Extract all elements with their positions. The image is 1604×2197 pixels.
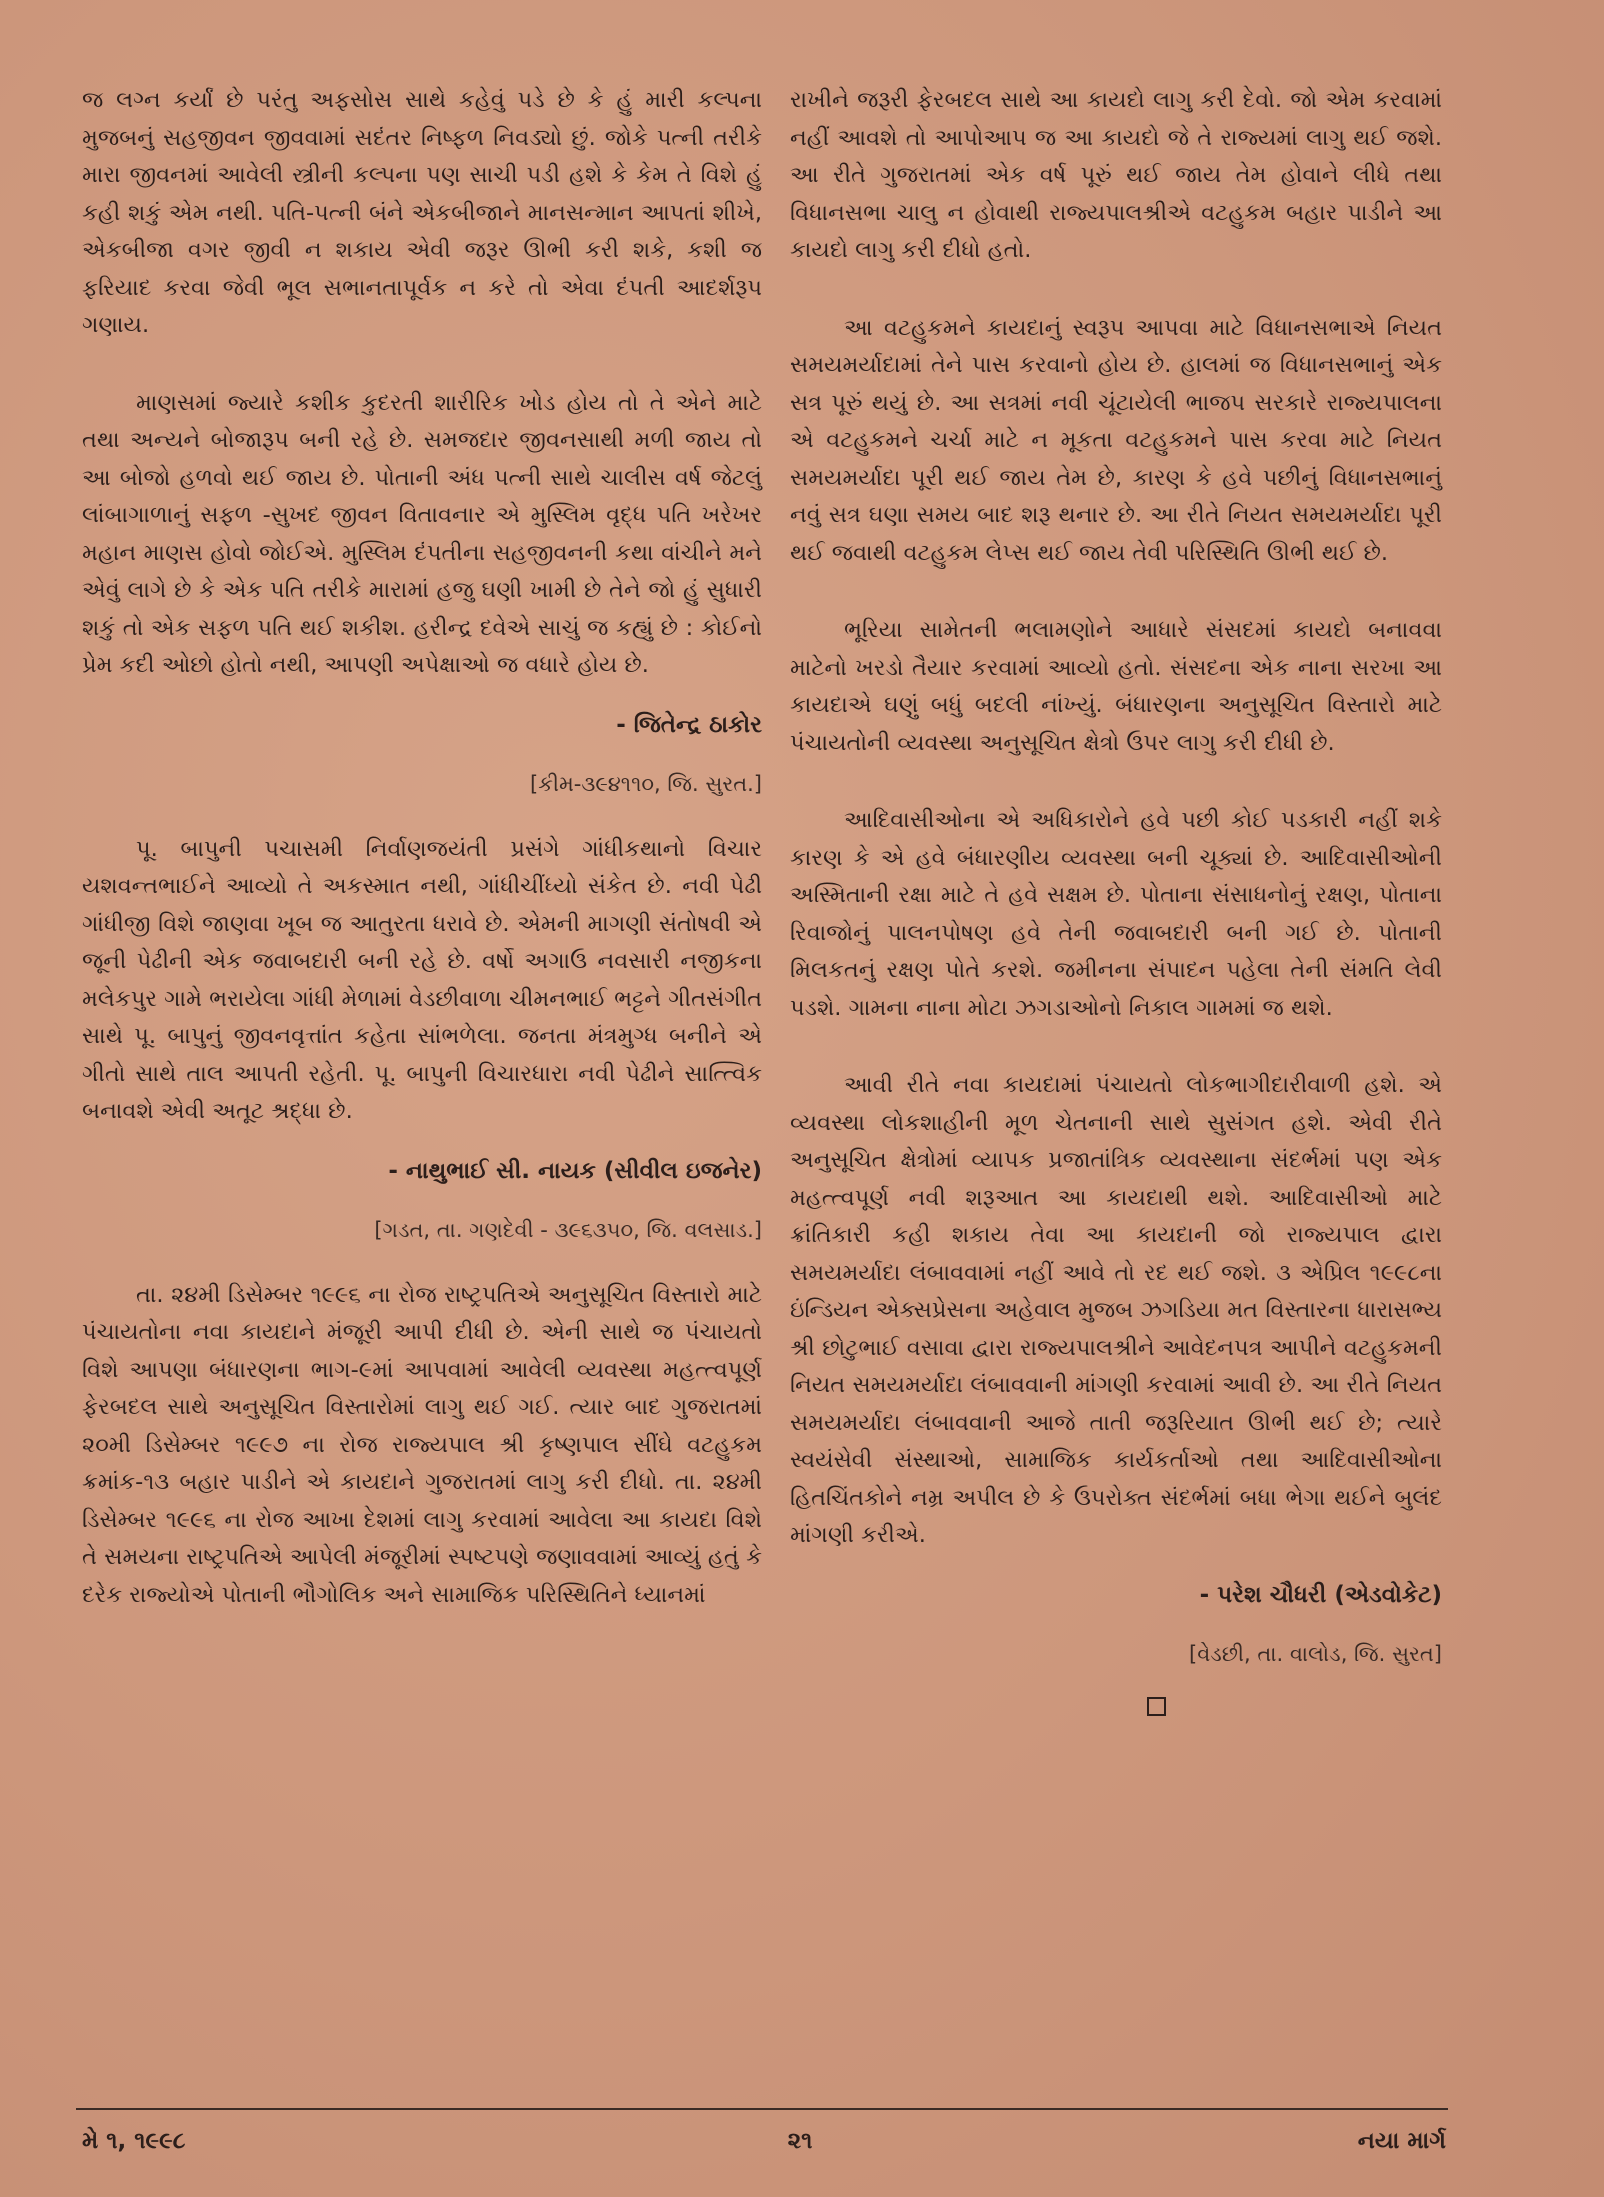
paragraph: માણસમાં જ્યારે કશીક કુદરતી શારીરિક ખોડ હોય તો તે એને માટે તથા અન્યને બોજારૂપ બની રહે છે. સમજદાર જીવનસાથી મળી જાય તો આ બોજો હળવો થઈ જાય છે. પોતાની અંધ પત્ની સાથે ચાલીસ વર્ષ જેટલું લાંબાગાળાનું સફળ -સુખદ જીવન વિતાવનાર એ મુસ્લિમ વૃદ્ધ પતિ ખરેખર મહાન માણસ હોવો જોઈએ. મુસ્લિમ દંપતીના સહજીવનની કથા વાંચીને મને એવું લાગે છે કે એક પતિ તરીકે મારામાં હજુ ઘણી ખામી છે તેને જો હું સુધારી શકું તો એક સફળ પતિ થઈ શકીશ. હરીન્દ્ર દવેએ સાચું જ કહ્યું છે : કોઈનો પ્રેમ કદી ઓછો હોતો નથી, આપણી અપેક્ષાઓ જ વધારે હોય છે. <box>82 389 762 678</box>
paragraph: આ વટહુકમને કાયદાનું સ્વરૂપ આપવા માટે વિધાનસભાએ નિયત સમયમર્યાદામાં તેને પાસ કરવાનો હોય છે. હાલમાં જ વિધાનસભાનું એક સત્ર પૂરું થયું છે. આ સત્રમાં નવી ચૂંટાયેલી ભાજપ સરકારે રાજ્યપાલના એ વટહુકમને ચર્ચા માટે ન મૂકતા વટહુકમને પાસ કરવા માટે નિયત સમયમર્યાદા પૂરી થઈ જાય તેમ છે, કારણ કે હવે પછીનું વિધાનસભાનું નવું સત્ર ઘણા સમય બાદ શરૂ થનાર છે. આ રીતે નિયત સમયમર્યાદા પૂરી થઈ જવાથી વટહુકમ લેપ્સ થઈ જાય તેવી પરિસ્થિતિ ઊભી થઈ છે. <box>790 314 1442 566</box>
end-mark-icon <box>1147 1697 1166 1716</box>
footer-rule <box>76 2108 1448 2110</box>
author-signature: - નાથુભાઈ સી. નાયક (સીવીલ ઇજનેર) <box>388 1157 762 1184</box>
right-column <box>790 82 1442 1716</box>
paragraph: આવી રીતે નવા કાયદામાં પંચાયતો લોકભાગીદારીવાળી હશે. એ વ્યવસ્થા લોકશાહીની મૂળ ચેતનાની સાથે સુસંગત હશે. એવી રીતે અનુસૂચિત ક્ષેત્રોમાં વ્યાપક પ્રજાતાંત્રિક વ્યવસ્થાના સંદર્ભમાં પણ એક મહત્ત્વપૂર્ણ નવી શરૂઆત આ કાયદાથી થશે. આદિવાસીઓ માટે ક્રાંતિકારી કહી શકાય તેવા આ કાયદાની જો રાજ્યપાલ દ્વારા સમયમર્યાદા લંબાવવામાં નહીં આવે તો રદ થઈ જશે. ૩ એપ્રિલ ૧૯૯૮ના ઇંન્ડિયન એક્સપ્રેસના અહેવાલ મુજબ ઝગડિયા મત વિસ્તારના ધારાસભ્ય શ્રી છોટુભાઈ વસાવા દ્વારા રાજ્યપાલશ્રીને આવેદનપત્ર આપીને વટહુકમની નિયત સમયમર્યાદા લંબાવવાની માંગણી કરવામાં આવી છે. આ રીતે નિયત સમયમર્યાદા લંબાવવાની આજે તાતી જરૂરિયાત ઊભી થઈ છે; ત્યારે સ્વયંસેવી સંસ્થાઓ, સામાજિક કાર્યકર્તાઓ તથા આદિવાસીઓના હિતચિંતકોને નમ્ર અપીલ છે કે ઉપરોક્ત સંદર્ભમાં બધા ભેગા થઈને બુલંદ માંગણી કરીએ. <box>790 1072 1442 1548</box>
paragraph: જ લગ્ન કર્યાં છે પરંતુ અફસોસ સાથે કહેવું પડે છે કે હું મારી કલ્પના મુજબનું સહજીવન જીવવામાં સદંતર નિષ્ફળ નિવડ્યો છું. જોકે પત્ની તરીકે મારા જીવનમાં આવેલી સ્ત્રીની કલ્પના પણ સાચી પડી હશે કે કેમ તે વિશે હું કહી શકું એમ નથી. પતિ-પત્ની બંને એકબીજાને માનસન્માન આપતાં શીખે, એકબીજા વગર જીવી ન શકાય એવી જરૂર ઊભી કરી શકે, કશી જ ફરિયાદ કરવા જેવી ભૂલ સભાનતાપૂર્વક ન કરે તો એવા દંપતી આદર્શરૂપ ગણાય. <box>82 87 762 338</box>
paragraph: પૂ. બાપુની પચાસમી નિર્વાણજયંતી પ્રસંગે ગાંધીકથાનો વિચાર યશવન્તભાઈને આવ્યો તે અકસ્માત નથી, ગાંધીચીંધ્યો સંકેત છે. નવી પેઢી ગાંધીજી વિશે જાણવા ખૂબ જ આતુરતા ધરાવે છે. એમની માગણી સંતોષવી એ જૂની પેઢીની એક જવાબદારી બની રહે છે. વર્ષો અગાઉ નવસારી નજીકના મલેકપુર ગામે ભરાયેલા ગાંધી મેળામાં વેડછીવાળા ચીમનભાઈ ભટ્ટને ગીતસંગીત સાથે પૂ. બાપુનું જીવનવૃત્તાંત કહેતા સાંભળેલા. જનતા મંત્રમુગ્ધ બનીને એ ગીતો સાથે તાલ આપતી રહેતી. પૂ. બાપુની વિચારધારા નવી પેઢીને સાત્ત્વિક બનાવશે એવી અતૂટ શ્રદ્ધા છે. <box>82 835 762 1124</box>
paragraph: ભૂરિયા સામેતની ભલામણોને આધારે સંસદમાં કાયદો બનાવવા માટેનો ખરડો તૈયાર કરવામાં આવ્યો હતો. સંસદના એક નાના સરખા આ કાયદાએ ઘણું બધું બદલી નાંખ્યું. બંધારણના અનુસૂચિત વિસ્તારો માટે પંચાયતોની વ્યવસ્થા અનુસૂચિત ક્ષેત્રો ઉપર લાગુ કરી દીધી છે. <box>790 617 1442 756</box>
paragraph: રાખીને જરૂરી ફેરબદલ સાથે આ કાયદો લાગુ કરી દેવો. જો એમ કરવામાં નહીં આવશે તો આપોઆપ જ આ કાયદો જે તે રાજ્યમાં લાગુ થઈ જશે. આ રીતે ગુજરાતમાં એક વર્ષ પૂરું થઈ જાય તેમ હોવાને લીધે તથા વિધાનસભા ચાલુ ન હોવાથી રાજ્યપાલશ્રીએ વટહુકમ બહાર પાડીને આ કાયદો લાગુ કરી દીધો હતો. <box>790 87 1442 263</box>
author-signature: - જિતેન્દ્ર ઠાકોર <box>616 711 762 738</box>
author-address: [ગડત, તા. ગણદેવી - ૩૯૬૩૫૦, જિ. વલસાડ.] <box>374 1217 762 1242</box>
paragraph: તા. ૨૪મી ડિસેમ્બર ૧૯૯૬ ના રોજ રાષ્ટ્રપતિએ અનુસૂચિત વિસ્તારો માટે પંચાયતોના નવા કાયદાને મંજૂરી આપી દીધી છે. એની સાથે જ પંચાયતો વિશે આપણા બંધારણના ભાગ-૯માં આપવામાં આવેલી વ્યવસ્થા મહત્ત્વપૂર્ણ ફેરબદલ સાથે અનુસૂચિત વિસ્તારોમાં લાગુ થઈ ગઈ. ત્યાર બાદ ગુજરાતમાં ૨૦મી ડિસેમ્બર ૧૯૯૭ ના રોજ રાજ્યપાલ શ્રી કૃષ્ણપાલ સીંઘે વટહુકમ ક્રમાંક-૧૩ બહાર પાડીને એ કાયદાને ગુજરાતમાં લાગુ કરી દીધો. તા. ૨૪મી ડિસેમ્બર ૧૯૯૬ ના રોજ આખા દેશમાં લાગુ કરવામાં આવેલા આ કાયદા વિશે તે સમયના રાષ્ટ્રપતિએ આપેલી મંજૂરીમાં સ્પષ્ટપણે જણાવવામાં આવ્યું હતું કે દરેક રાજ્યોએ પોતાની ભૌગોલિક અને સામાજિક પરિસ્થિતિને ધ્યાનમાં <box>82 1281 762 1608</box>
magazine-name: નયા માર્ગ <box>1357 2128 1446 2154</box>
author-signature: - પરેશ ચૌધરી (એડવોકેટ) <box>1199 1581 1442 1608</box>
left-column <box>82 82 762 1654</box>
footer-date: મે ૧, ૧૯૯૮ <box>82 2128 186 2154</box>
page-number: ૨૧ <box>787 2128 813 2154</box>
author-address: [કીમ-૩૯૪૧૧૦, જિ. સુરત.] <box>529 771 762 796</box>
paragraph: આદિવાસીઓના એ અધિકારોને હવે પછી કોઈ પડકારી નહીં શકે કારણ કે એ હવે બંધારણીય વ્યવસ્થા બની ચૂક્યાં છે. આદિવાસીઓની અસ્મિતાની રક્ષા માટે તે હવે સક્ષમ છે. પોતાના સંસાધનોનું રક્ષણ, પોતાના રિવાજોનું પાલનપોષણ હવે તેની જવાબદારી બની ગઈ છે. પોતાની મિલકતનું રક્ષણ પોતે કરશે. જમીનના સંપાદન પહેલા તેની સંમતિ લેવી પડશે. ગામના નાના મોટા ઝગડાઓનો નિકાલ ગામમાં જ થશે. <box>790 807 1442 1021</box>
author-address: [વેડછી, તા. વાલોડ, જિ. સુરત] <box>1189 1641 1442 1666</box>
